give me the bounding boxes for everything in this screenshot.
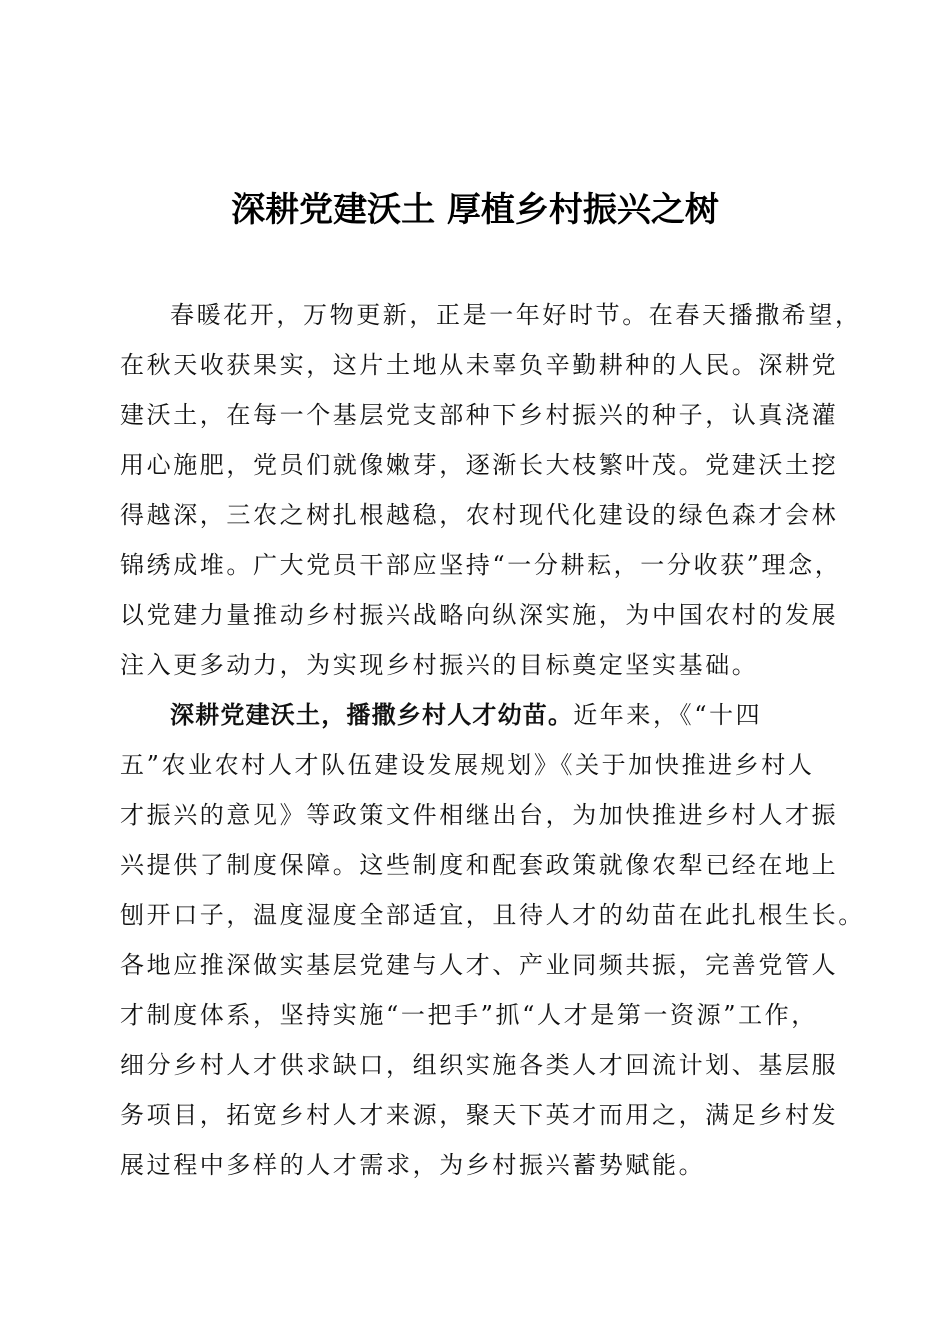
paragraph-line: 在秋天收获果实，这片土地从未辜负辛勤耕种的人民。深耕党 xyxy=(120,351,839,379)
document-title: 深耕党建沃土 厚植乡村振兴之树 xyxy=(231,190,719,230)
paragraph-line: 刨开口子，温度湿度全部适宜，且待人才的幼苗在此扎根生长。 xyxy=(120,901,865,929)
paragraph-line: 才制度体系，坚持实施“一把手”抓“人才是第一资源”工作， xyxy=(120,1001,818,1029)
paragraph-line: 建沃土，在每一个基层党支部种下乡村振兴的种子，认真浇灌 xyxy=(120,401,839,429)
paragraph-first-line xyxy=(120,690,830,740)
paragraph-line: 以党建力量推动乡村振兴战略向纵深实施，为中国农村的发展 xyxy=(120,601,839,629)
paragraph-line: 展过程中多样的人才需求，为乡村振兴蓄势赋能。 xyxy=(120,1151,706,1179)
paragraph-line: 锦绣成堆。广大党员干部应坚持“一分耕耘，一分收获”理念， xyxy=(120,551,842,579)
paragraph-line: 务项目，拓宽乡村人才来源，聚天下英才而用之，满足乡村发 xyxy=(120,1101,839,1129)
paragraph-line: 兴提供了制度保障。这些制度和配套政策就像农犁已经在地上 xyxy=(120,851,839,879)
paragraph-2 xyxy=(120,690,865,1190)
paragraph-line: 用心施肥，党员们就像嫩芽，逐渐长大枝繁叶茂。党建沃土挖 xyxy=(120,451,839,479)
paragraph-line: 得越深，三农之树扎根越稳，农村现代化建设的绿色森才会林 xyxy=(120,501,839,529)
paragraph-first-line-rest: 近年来，《“十四 xyxy=(573,701,763,729)
document-body xyxy=(120,290,865,1190)
paragraph-line: 注入更多动力，为实现乡村振兴的目标奠定坚实基础。 xyxy=(120,651,759,679)
paragraph-line: 各地应推深做实基层党建与人才、产业同频共振，完善党管人 xyxy=(120,951,839,979)
paragraph-line: 五”农业农村人才队伍建设发展规划》《关于加快推进乡村人 xyxy=(120,751,815,779)
paragraph-line: 才振兴的意见》等政策文件相继出台，为加快推进乡村人才振 xyxy=(120,801,839,829)
paragraph-lead-sentence: 深耕党建沃土，播撒乡村人才幼苗。 xyxy=(170,700,574,729)
paragraph-line: 春暖花开，万物更新，正是一年好时节。在春天播撒希望， xyxy=(170,301,862,329)
paragraph-1 xyxy=(120,290,862,690)
paragraph-line: 细分乡村人才供求缺口，组织实施各类人才回流计划、基层服 xyxy=(120,1051,839,1079)
